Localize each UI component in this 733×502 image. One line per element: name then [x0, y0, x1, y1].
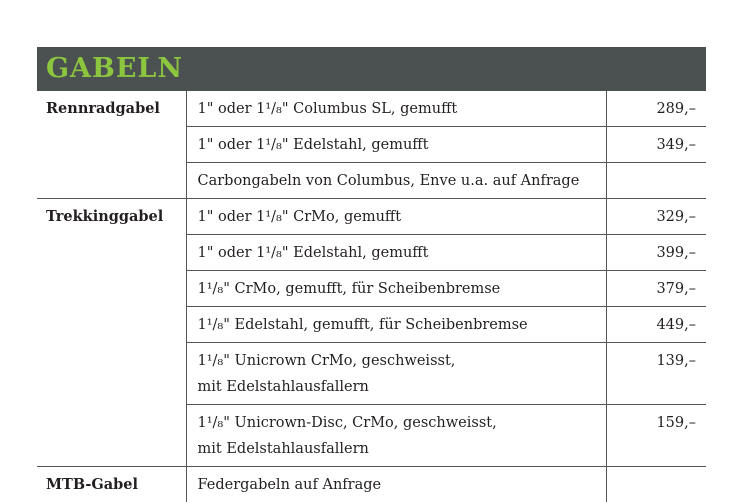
section-title: GABELN — [46, 53, 184, 84]
item-price: 449,– — [606, 307, 706, 343]
item-price: 379,– — [606, 271, 706, 307]
item-price: 159,– — [606, 405, 706, 467]
item-description: 1" oder 1¹/₈" Columbus SL, gemufft — [186, 91, 606, 127]
item-price: 349,– — [606, 127, 706, 163]
item-price — [606, 163, 706, 199]
table-row — [37, 467, 706, 502]
item-description: 1" oder 1¹/₈" Edelstahl, gemufft — [186, 235, 606, 271]
category-label: Trekkinggabel — [37, 199, 186, 467]
item-price: 329,– — [606, 199, 706, 235]
item-price — [606, 467, 706, 502]
category-label: MTB-Gabel — [37, 467, 186, 502]
item-description: 1" oder 1¹/₈" Edelstahl, gemufft — [186, 127, 606, 163]
item-price: 139,– — [606, 343, 706, 405]
item-price: 399,– — [606, 235, 706, 271]
item-description: Federgabeln auf Anfrage — [186, 467, 606, 502]
item-description: 1¹/₈" Unicrown CrMo, geschweisst, mit Edelstahlausfallern — [186, 343, 606, 405]
price-table — [37, 91, 706, 502]
item-description: 1¹/₈" Unicrown-Disc, CrMo, geschweisst, mit Edelstahlausfallern — [186, 405, 606, 467]
item-description: Carbongabeln von Columbus, Enve u.a. auf Anfrage — [186, 163, 606, 199]
item-description: 1¹/₈" CrMo, gemufft, für Scheibenbremse — [186, 271, 606, 307]
price-table-body — [37, 91, 706, 502]
table-row — [37, 199, 706, 235]
category-label: Rennradgabel — [46, 100, 160, 117]
table-row — [37, 91, 706, 127]
item-price: 289,– — [606, 91, 706, 127]
item-description: 1" oder 1¹/₈" CrMo, gemufft — [186, 199, 606, 235]
section-header — [37, 47, 706, 91]
item-description: 1¹/₈" Edelstahl, gemufft, für Scheibenbremse — [186, 307, 606, 343]
